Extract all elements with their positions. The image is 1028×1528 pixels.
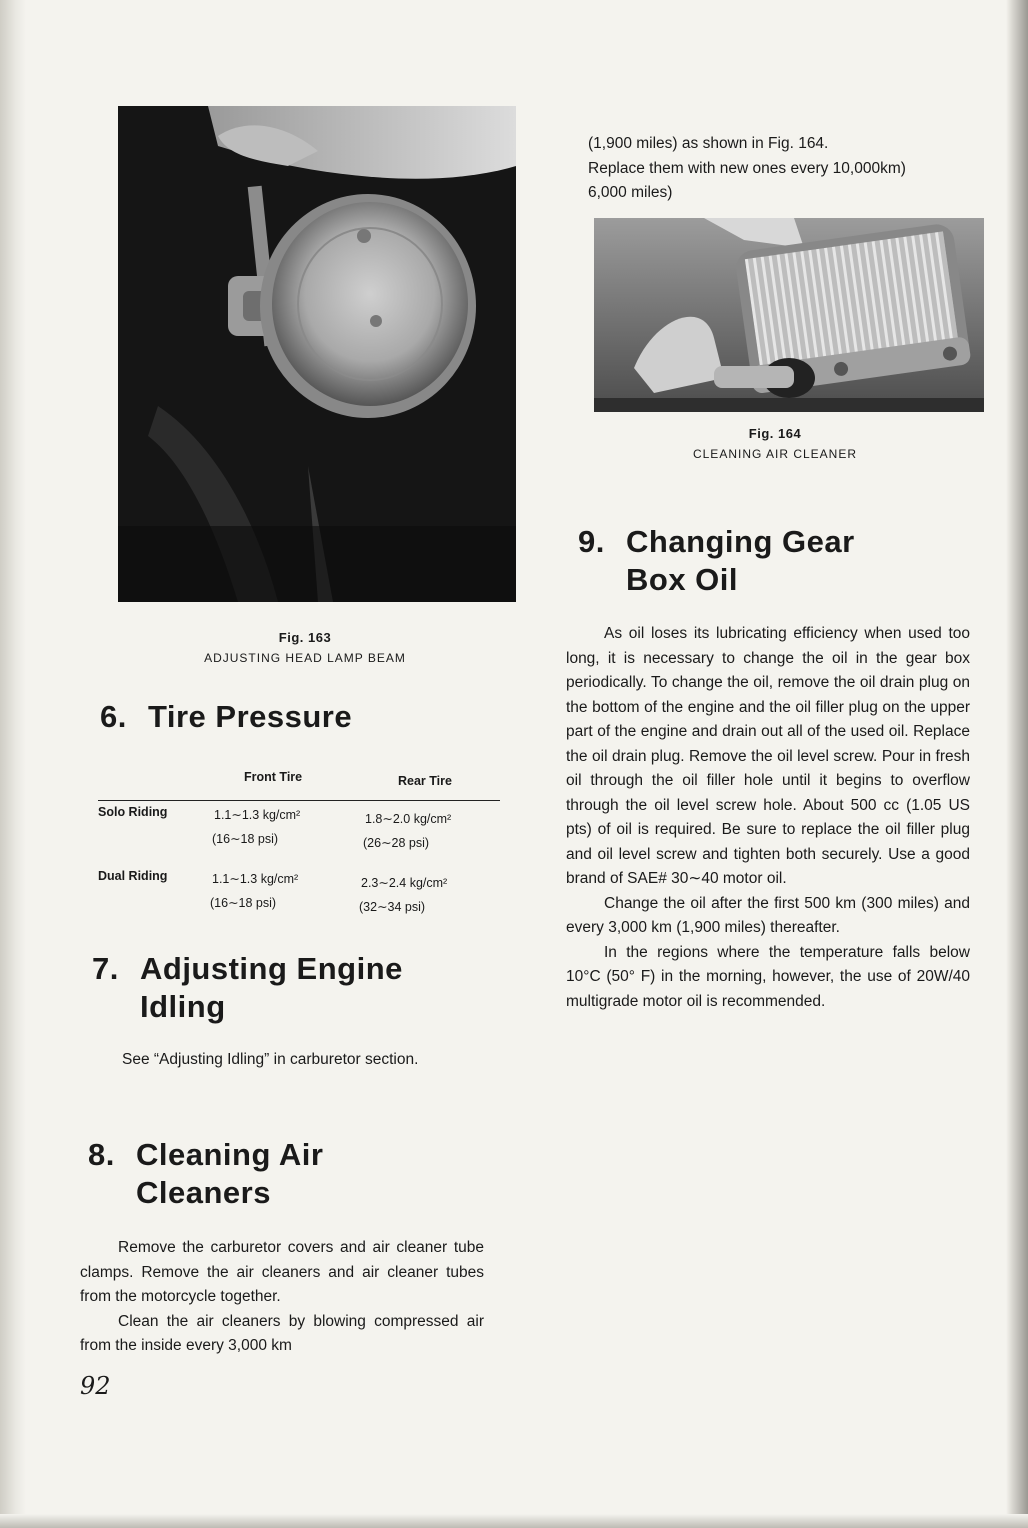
front-psi: (16∼18 psi) (212, 832, 279, 846)
section7-title-line2: Idling (140, 989, 226, 1024)
page-bottom-edge (0, 1514, 1028, 1528)
fig163-caption-text: ADJUSTING HEAD LAMP BEAM (204, 651, 406, 665)
section6-title: Tire Pressure (148, 699, 353, 734)
section8-heading (88, 1136, 323, 1212)
section8-title-line1: Cleaning Air (136, 1137, 324, 1172)
section9-paragraph: In the regions where the temperature falls below 10°C (50° F) in the morning, however, the use of 20W/40 multigrade motor oil is recommended. (566, 943, 970, 1010)
section9-paragraph: As oil loses its lubricating efficiency when used too long, it is necessary to change the oil in the gear box periodically. To change the oil, remove the oil drain plug on the bottom of the engine and the oil filler plug on the upper part of the engine and drain out all of the used oil. Replace the oil drain plug. Remove the oil level screw. Pour in fresh oil through the oil filler hole until it begins to overflow through the oil level screw hole. About 500 cc (1.05 US pts) of oil is required. Be sure to replace the oil filler plug and oil level screw and tighten both securely. Use a good brand of SAE# 30∼40 motor oil. (566, 625, 970, 887)
section9-heading (578, 523, 855, 599)
table-header-row (98, 764, 500, 801)
section8-body (80, 1236, 484, 1359)
text-line: 6,000 miles) (588, 184, 673, 201)
text-line: Replace them with new ones every 10,000km) (588, 159, 906, 177)
section8-number: 8. (88, 1137, 115, 1172)
section7-body (84, 1048, 490, 1073)
section7-number: 7. (92, 951, 119, 986)
section9-number: 9. (578, 524, 605, 559)
section7-title-line1: Adjusting Engine (140, 951, 403, 986)
fig163-caption (160, 630, 450, 665)
front-psi: (16∼18 psi) (210, 896, 277, 910)
rear-pressure: 1.8∼2.0 kg/cm² (365, 812, 452, 826)
row-label: Solo Riding (98, 805, 168, 819)
headlamp-photo (118, 106, 516, 602)
page-number: 92 (80, 1372, 111, 1400)
tire-pressure-table (98, 764, 500, 933)
fig164-caption-text: CLEANING AIR CLEANER (692, 447, 858, 461)
section7-heading (92, 950, 403, 1026)
section6-heading (100, 698, 352, 736)
front-pressure: 1.1∼1.3 kg/cm² (212, 872, 299, 886)
table-row (98, 801, 500, 867)
rear-psi: (26∼28 psi) (363, 836, 430, 850)
header-rear-tire: Rear Tire (398, 774, 452, 788)
rear-psi: (32∼34 psi) (359, 900, 426, 914)
air-cleaner-continued-text (588, 132, 988, 206)
text-line: (1,900 miles) as shown in Fig. 164. (588, 135, 829, 152)
page-binding-edge (0, 0, 26, 1528)
header-front-tire: Front Tire (244, 770, 303, 784)
rear-pressure: 2.3∼2.4 kg/cm² (361, 876, 448, 890)
front-pressure: 1.1∼1.3 kg/cm² (214, 808, 301, 822)
air-cleaner-photo (594, 218, 984, 412)
fig164-number: Fig. 164 (748, 426, 802, 441)
section8-paragraph: Remove the carburetor covers and air cleaner tube clamps. Remove the air cleaners and air cleaner tubes from the motorcycle together. (80, 1239, 484, 1305)
section9-paragraph: Change the oil after the first 500 km (300 miles) and every 3,000 km (1,900 miles) thereafter. (566, 894, 970, 936)
fig164-caption (640, 426, 910, 461)
page-right-edge (1006, 0, 1028, 1528)
section6-number: 6. (100, 699, 127, 734)
section9-title-line1: Changing Gear (626, 524, 855, 559)
fig163-number: Fig. 163 (278, 630, 332, 645)
section8-paragraph: Clean the air cleaners by blowing compressed air from the inside every 3,000 km (80, 1312, 484, 1354)
section7-paragraph: See “Adjusting Idling” in carburetor section. (122, 1051, 419, 1068)
row-label: Dual Riding (98, 869, 168, 883)
section9-title-line2: Box Oil (626, 562, 739, 597)
section9-body (566, 622, 970, 1014)
section8-title-line2: Cleaners (136, 1175, 271, 1210)
table-row (98, 867, 500, 933)
